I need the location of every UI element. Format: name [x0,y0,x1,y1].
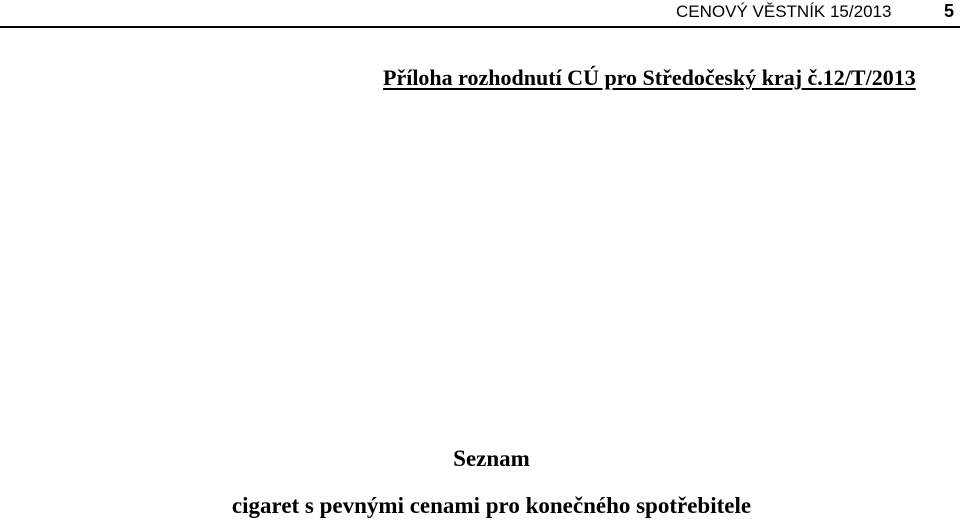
page-header [0,0,960,28]
list-heading: Seznam [453,446,530,471]
list-subheading: cigaret s pevnými cenami pro konečného spotřebitele [231,493,752,518]
page-number: 5 [944,1,955,21]
journal-title: CENOVÝ VĚSTNÍK 15/2013 [676,2,892,21]
annex-title: Příloha rozhodnutí CÚ pro Středočeský kraj č.12/T/2013 [383,65,916,90]
header-rule [0,26,960,28]
